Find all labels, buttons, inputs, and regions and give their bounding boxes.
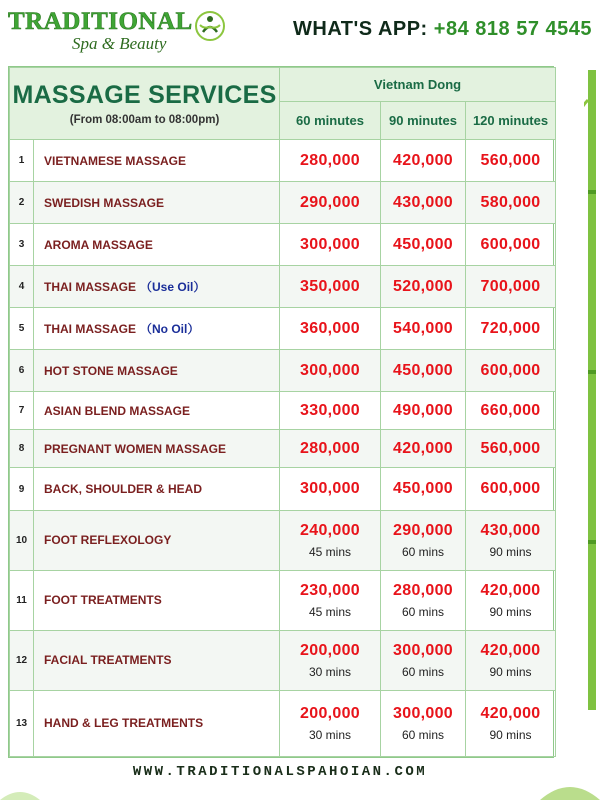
price-value: 700,000 (480, 277, 541, 295)
price-value: 290,000 (300, 193, 360, 211)
service-name: AROMA MASSAGE (44, 237, 153, 252)
table-row (10, 266, 556, 308)
table-row (10, 182, 556, 224)
service-name-cell (34, 308, 280, 350)
service-note: （No Oil） (140, 322, 200, 337)
whatsapp-contact[interactable] (293, 18, 592, 41)
price-value: 420,000 (480, 641, 541, 659)
price-value: 600,000 (480, 235, 541, 253)
row-number: 4 (10, 266, 34, 308)
price-cell (466, 224, 556, 266)
brand-logo[interactable] (8, 6, 228, 58)
service-name: THAI MASSAGE (44, 280, 137, 295)
price-cell (466, 468, 556, 510)
price-value: 300,000 (300, 480, 360, 497)
spa-figure-icon (194, 10, 226, 42)
price-value: 600,000 (480, 480, 541, 497)
table-row (10, 308, 556, 350)
price-value: 450,000 (393, 235, 453, 253)
price-cell (280, 308, 381, 350)
duration-note: 90 mins (489, 664, 532, 679)
price-cell (381, 430, 466, 468)
price-value: 490,000 (393, 401, 453, 419)
duration-note: 90 mins (489, 604, 532, 619)
row-number: 10 (10, 510, 34, 570)
price-value: 560,000 (480, 439, 541, 457)
row-number: 9 (10, 468, 34, 510)
duration-header-60: 60 minutes (280, 102, 381, 140)
price-cell (280, 182, 381, 224)
price-value: 540,000 (393, 319, 453, 337)
service-name: FOOT REFLEXOLOGY (44, 533, 172, 548)
price-value: 200,000 (300, 704, 360, 722)
duration-note: 60 mins (402, 604, 445, 619)
price-value: 420,000 (480, 581, 541, 599)
duration-note: 90 mins (489, 727, 532, 742)
service-name: THAI MASSAGE (44, 322, 137, 337)
price-value: 330,000 (300, 401, 360, 419)
price-cell (381, 630, 466, 690)
service-name-cell (34, 430, 280, 468)
price-value: 300,000 (300, 235, 360, 253)
price-cell (381, 182, 466, 224)
row-number: 2 (10, 182, 34, 224)
price-cell (466, 140, 556, 182)
header (0, 0, 600, 62)
price-value: 450,000 (393, 480, 453, 497)
service-name-cell (34, 140, 280, 182)
service-name-cell (34, 630, 280, 690)
price-cell (466, 510, 556, 570)
price-cell (280, 690, 381, 756)
price-value: 720,000 (480, 319, 541, 337)
price-cell (280, 224, 381, 266)
price-cell (280, 570, 381, 630)
price-cell (381, 308, 466, 350)
table-row (10, 570, 556, 630)
row-number: 8 (10, 430, 34, 468)
price-value: 200,000 (300, 641, 360, 659)
price-cell (280, 510, 381, 570)
price-table-body (10, 140, 556, 757)
service-name: ASIAN BLEND MASSAGE (44, 403, 191, 418)
price-value: 230,000 (300, 581, 360, 599)
row-number: 12 (10, 630, 34, 690)
service-name: FACIAL TREATMENTS (44, 653, 172, 668)
price-cell (466, 266, 556, 308)
row-number: 1 (10, 140, 34, 182)
price-cell (381, 510, 466, 570)
price-cell (381, 224, 466, 266)
service-name: HOT STONE MASSAGE (44, 363, 178, 378)
price-value: 300,000 (393, 704, 453, 722)
price-value: 600,000 (480, 361, 541, 379)
service-name-cell (34, 510, 280, 570)
price-value: 560,000 (480, 151, 541, 169)
whatsapp-number[interactable]: +84 818 57 4545 (433, 18, 592, 40)
price-value: 280,000 (393, 581, 453, 599)
price-cell (381, 570, 466, 630)
price-cell (466, 182, 556, 224)
whatsapp-label: WHAT'S APP: (293, 18, 428, 40)
price-cell (280, 140, 381, 182)
duration-header-90: 90 minutes (381, 102, 466, 140)
price-value: 450,000 (393, 361, 453, 379)
duration-note: 60 mins (402, 664, 445, 679)
price-value: 280,000 (300, 151, 360, 169)
service-note: （Use Oil） (140, 280, 206, 295)
price-value: 280,000 (300, 439, 360, 457)
table-row (10, 392, 556, 430)
row-number: 13 (10, 690, 34, 756)
service-name-cell (34, 182, 280, 224)
price-value: 430,000 (480, 521, 541, 539)
price-cell (381, 468, 466, 510)
price-cell (466, 690, 556, 756)
duration-note: 45 mins (309, 604, 352, 619)
price-cell (280, 392, 381, 430)
price-cell (381, 140, 466, 182)
service-name-cell (34, 224, 280, 266)
price-cell (381, 392, 466, 430)
brand-title: TRADITIONAL (8, 8, 193, 35)
service-name: BACK, SHOULDER & HEAD (44, 482, 203, 496)
table-row (10, 630, 556, 690)
price-value: 430,000 (393, 193, 453, 211)
price-cell (280, 266, 381, 308)
service-name-cell (34, 468, 280, 510)
row-number: 3 (10, 224, 34, 266)
duration-note: 30 mins (309, 664, 352, 679)
price-cell (280, 630, 381, 690)
service-name-cell (34, 570, 280, 630)
duration-note: 45 mins (309, 544, 352, 559)
price-cell (381, 266, 466, 308)
duration-note: 60 mins (402, 727, 445, 742)
price-value: 520,000 (393, 277, 453, 295)
bamboo-decoration-icon (584, 70, 600, 710)
price-value: 290,000 (393, 521, 453, 539)
price-cell (466, 630, 556, 690)
grass-decoration-icon (0, 764, 600, 800)
table-title-cell (10, 68, 280, 140)
price-value: 300,000 (300, 361, 360, 379)
duration-header-120: 120 minutes (466, 102, 556, 140)
row-number: 6 (10, 350, 34, 392)
service-name: HAND & LEG TREATMENTS (44, 716, 204, 731)
price-cell (381, 350, 466, 392)
price-cell (280, 430, 381, 468)
row-number: 5 (10, 308, 34, 350)
price-cell (280, 350, 381, 392)
service-name: SWEDISH MASSAGE (44, 195, 165, 210)
service-name-cell (34, 690, 280, 756)
price-value: 420,000 (393, 151, 453, 169)
service-name-cell (34, 392, 280, 430)
price-cell (466, 350, 556, 392)
price-table (8, 66, 554, 758)
row-number: 7 (10, 392, 34, 430)
currency-header: Vietnam Dong (280, 68, 556, 102)
row-number: 11 (10, 570, 34, 630)
page-title: MASSAGE SERVICES (12, 81, 277, 109)
brand-subtitle: Spa & Beauty (72, 34, 167, 53)
duration-note: 60 mins (402, 544, 445, 559)
price-cell (381, 690, 466, 756)
price-value: 660,000 (480, 401, 541, 419)
price-cell (466, 308, 556, 350)
duration-note: 30 mins (309, 727, 352, 742)
service-name: VIETNAMESE MASSAGE (44, 153, 187, 168)
service-name: PREGNANT WOMEN MASSAGE (44, 441, 227, 456)
table-row (10, 510, 556, 570)
price-value: 420,000 (480, 704, 541, 722)
opening-hours: (From 08:00am to 08:00pm) (69, 114, 220, 126)
duration-note: 90 mins (489, 544, 532, 559)
price-value: 580,000 (480, 193, 541, 211)
table-row (10, 224, 556, 266)
price-cell (280, 468, 381, 510)
table-row (10, 468, 556, 510)
service-name: FOOT TREATMENTS (44, 593, 162, 608)
price-value: 420,000 (393, 439, 453, 457)
service-name-cell (34, 350, 280, 392)
price-value: 300,000 (393, 641, 453, 659)
website-link[interactable]: WWW.TRADITIONALSPAHOIAN.COM (132, 764, 428, 780)
price-cell (466, 430, 556, 468)
price-cell (466, 392, 556, 430)
price-value: 350,000 (300, 277, 360, 295)
table-row (10, 430, 556, 468)
service-name-cell (34, 266, 280, 308)
table-row (10, 350, 556, 392)
price-value: 360,000 (300, 319, 360, 337)
table-row (10, 690, 556, 756)
price-cell (466, 570, 556, 630)
table-row (10, 140, 556, 182)
price-value: 240,000 (300, 521, 360, 539)
